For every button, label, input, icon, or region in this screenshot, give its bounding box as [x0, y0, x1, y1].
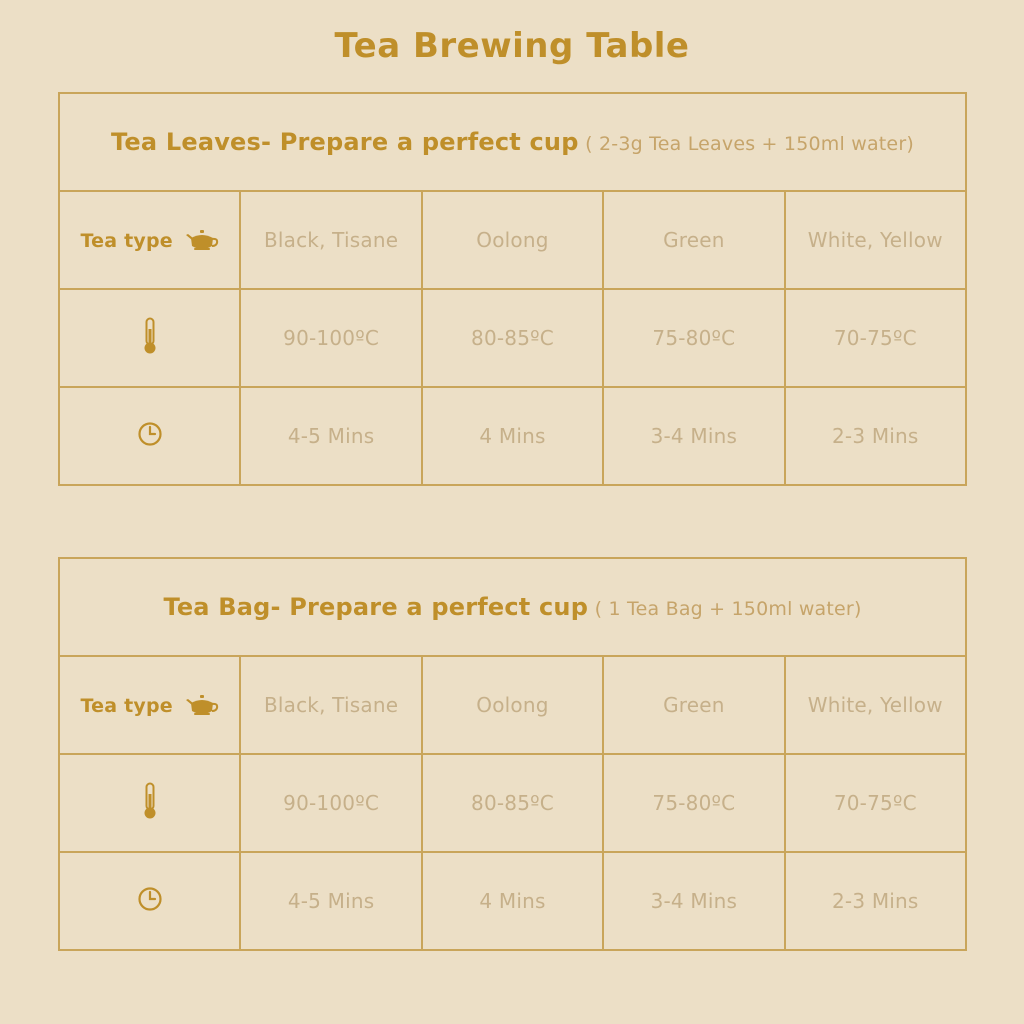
time-label-cell: [59, 387, 240, 485]
temperature-cell: 80-85ºC: [422, 289, 603, 387]
time-cell: 4-5 Mins: [240, 852, 421, 950]
table-heading-note: ( 2-3g Tea Leaves + 150ml water): [585, 133, 914, 155]
tea-type-label: Tea type: [80, 694, 173, 717]
temperature-label-cell: [59, 754, 240, 852]
table-heading-note: ( 1 Tea Bag + 150ml water): [594, 598, 862, 620]
clock-icon: [137, 421, 163, 447]
time-cell: 3-4 Mins: [603, 852, 784, 950]
tea-type-cell: Black, Tisane: [240, 656, 421, 754]
table-heading-title: Tea Leaves- Prepare a perfect cup: [111, 128, 579, 156]
time-cell: 3-4 Mins: [603, 387, 784, 485]
teapot-icon: [185, 229, 219, 253]
temperature-cell: 70-75ºC: [785, 289, 966, 387]
tea-type-label-cell: [59, 656, 240, 754]
table-heading: [59, 93, 966, 191]
clock-icon: [137, 886, 163, 912]
teapot-icon: [185, 694, 219, 718]
time-cell: 4 Mins: [422, 852, 603, 950]
tea-type-label: Tea type: [80, 229, 173, 252]
table-heading-row: [59, 558, 966, 656]
temperature-cell: 80-85ºC: [422, 754, 603, 852]
time-label-cell: [59, 852, 240, 950]
table-heading: [59, 558, 966, 656]
tea-type-row: [59, 656, 966, 754]
page-title: Tea Brewing Table: [334, 26, 690, 66]
tea-type-cell: Black, Tisane: [240, 191, 421, 289]
thermometer-icon: [142, 317, 158, 355]
table-heading-title: Tea Bag- Prepare a perfect cup: [163, 593, 589, 621]
tea-type-cell: Green: [603, 191, 784, 289]
time-row: [59, 852, 966, 950]
temperature-cell: 90-100ºC: [240, 289, 421, 387]
temperature-cell: 70-75ºC: [785, 754, 966, 852]
temperature-cell: 90-100ºC: [240, 754, 421, 852]
time-cell: 2-3 Mins: [785, 387, 966, 485]
thermometer-icon: [142, 782, 158, 820]
tea-type-cell: White, Yellow: [785, 656, 966, 754]
time-cell: 4-5 Mins: [240, 387, 421, 485]
tea-type-cell: Green: [603, 656, 784, 754]
tea-type-cell: Oolong: [422, 656, 603, 754]
temperature-cell: 75-80ºC: [603, 754, 784, 852]
tea-type-cell: White, Yellow: [785, 191, 966, 289]
tea-type-cell: Oolong: [422, 191, 603, 289]
time-row: [59, 387, 966, 485]
tea-type-label-cell: [59, 191, 240, 289]
temperature-row: [59, 754, 966, 852]
table-heading-row: [59, 93, 966, 191]
time-cell: 4 Mins: [422, 387, 603, 485]
temperature-label-cell: [59, 289, 240, 387]
temperature-row: [59, 289, 966, 387]
tea-type-row: [59, 191, 966, 289]
tea-leaves-table: [58, 92, 967, 486]
time-cell: 2-3 Mins: [785, 852, 966, 950]
temperature-cell: 75-80ºC: [603, 289, 784, 387]
tea-bag-table: [58, 557, 967, 951]
